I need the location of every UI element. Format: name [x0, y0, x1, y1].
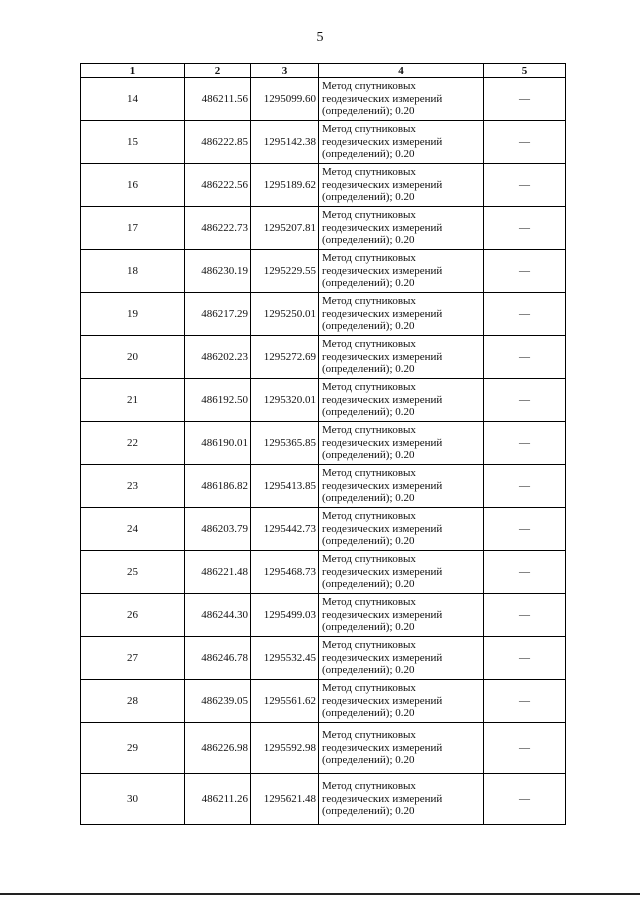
method-cell: Метод спутниковых геодезических измерений (определений); 0.20 — [319, 680, 484, 723]
point-number-cell: 20 — [81, 336, 185, 379]
x-coordinate-cell: 486192.50 — [185, 379, 251, 422]
point-number-cell: 30 — [81, 774, 185, 825]
table-row — [81, 637, 566, 680]
point-number-cell: 17 — [81, 207, 185, 250]
method-cell: Метод спутниковых геодезических измерений (определений); 0.20 — [319, 422, 484, 465]
header-col-5: 5 — [484, 64, 566, 78]
bottom-scan-rule — [0, 893, 640, 895]
column-5-cell: — — [484, 164, 566, 207]
x-coordinate-cell: 486222.56 — [185, 164, 251, 207]
table-row — [81, 508, 566, 551]
y-coordinate-cell: 1295207.81 — [251, 207, 319, 250]
method-cell: Метод спутниковых геодезических измерений (определений); 0.20 — [319, 723, 484, 774]
point-number-cell: 25 — [81, 551, 185, 594]
x-coordinate-cell: 486217.29 — [185, 293, 251, 336]
method-cell: Метод спутниковых геодезических измерений (определений); 0.20 — [319, 774, 484, 825]
column-5-cell: — — [484, 594, 566, 637]
x-coordinate-cell: 486221.48 — [185, 551, 251, 594]
column-5-cell: — — [484, 293, 566, 336]
page-number: 5 — [316, 30, 324, 45]
y-coordinate-cell: 1295320.01 — [251, 379, 319, 422]
y-coordinate-cell: 1295442.73 — [251, 508, 319, 551]
method-cell: Метод спутниковых геодезических измерений (определений); 0.20 — [319, 379, 484, 422]
x-coordinate-cell: 486246.78 — [185, 637, 251, 680]
method-cell: Метод спутниковых геодезических измерений (определений); 0.20 — [319, 637, 484, 680]
column-5-cell: — — [484, 551, 566, 594]
table-header-row — [81, 64, 566, 78]
header-col-4: 4 — [319, 64, 484, 78]
y-coordinate-cell: 1295142.38 — [251, 121, 319, 164]
method-cell: Метод спутниковых геодезических измерений (определений); 0.20 — [319, 465, 484, 508]
y-coordinate-cell: 1295532.45 — [251, 637, 319, 680]
method-cell: Метод спутниковых геодезических измерений (определений); 0.20 — [319, 508, 484, 551]
y-coordinate-cell: 1295250.01 — [251, 293, 319, 336]
table-row — [81, 594, 566, 637]
coordinates-table — [80, 63, 566, 825]
y-coordinate-cell: 1295499.03 — [251, 594, 319, 637]
point-number-cell: 18 — [81, 250, 185, 293]
point-number-cell: 23 — [81, 465, 185, 508]
y-coordinate-cell: 1295272.69 — [251, 336, 319, 379]
x-coordinate-cell: 486222.85 — [185, 121, 251, 164]
table-row — [81, 121, 566, 164]
point-number-cell: 26 — [81, 594, 185, 637]
column-5-cell: — — [484, 207, 566, 250]
column-5-cell: — — [484, 508, 566, 551]
table-row — [81, 551, 566, 594]
table-row — [81, 379, 566, 422]
table-row — [81, 774, 566, 825]
y-coordinate-cell: 1295561.62 — [251, 680, 319, 723]
x-coordinate-cell: 486226.98 — [185, 723, 251, 774]
x-coordinate-cell: 486222.73 — [185, 207, 251, 250]
point-number-cell: 19 — [81, 293, 185, 336]
point-number-cell: 14 — [81, 78, 185, 121]
y-coordinate-cell: 1295413.85 — [251, 465, 319, 508]
x-coordinate-cell: 486239.05 — [185, 680, 251, 723]
column-5-cell: — — [484, 680, 566, 723]
table-row — [81, 465, 566, 508]
point-number-cell: 29 — [81, 723, 185, 774]
x-coordinate-cell: 486244.30 — [185, 594, 251, 637]
header-col-2: 2 — [185, 64, 251, 78]
y-coordinate-cell: 1295189.62 — [251, 164, 319, 207]
point-number-cell: 27 — [81, 637, 185, 680]
x-coordinate-cell: 486211.26 — [185, 774, 251, 825]
column-5-cell: — — [484, 465, 566, 508]
y-coordinate-cell: 1295621.48 — [251, 774, 319, 825]
point-number-cell: 24 — [81, 508, 185, 551]
table-row — [81, 164, 566, 207]
table-row — [81, 207, 566, 250]
x-coordinate-cell: 486190.01 — [185, 422, 251, 465]
table-body — [81, 78, 566, 825]
x-coordinate-cell: 486203.79 — [185, 508, 251, 551]
header-col-1: 1 — [81, 64, 185, 78]
table-row — [81, 422, 566, 465]
x-coordinate-cell: 486186.82 — [185, 465, 251, 508]
table-row — [81, 250, 566, 293]
method-cell: Метод спутниковых геодезических измерений (определений); 0.20 — [319, 551, 484, 594]
column-5-cell: — — [484, 422, 566, 465]
column-5-cell: — — [484, 637, 566, 680]
column-5-cell: — — [484, 78, 566, 121]
y-coordinate-cell: 1295365.85 — [251, 422, 319, 465]
column-5-cell: — — [484, 121, 566, 164]
header-col-3: 3 — [251, 64, 319, 78]
point-number-cell: 16 — [81, 164, 185, 207]
method-cell: Метод спутниковых геодезических измерений (определений); 0.20 — [319, 78, 484, 121]
point-number-cell: 28 — [81, 680, 185, 723]
y-coordinate-cell: 1295592.98 — [251, 723, 319, 774]
point-number-cell: 22 — [81, 422, 185, 465]
x-coordinate-cell: 486211.56 — [185, 78, 251, 121]
method-cell: Метод спутниковых геодезических измерений (определений); 0.20 — [319, 207, 484, 250]
y-coordinate-cell: 1295229.55 — [251, 250, 319, 293]
method-cell: Метод спутниковых геодезических измерений (определений); 0.20 — [319, 250, 484, 293]
column-5-cell: — — [484, 336, 566, 379]
table-row — [81, 680, 566, 723]
method-cell: Метод спутниковых геодезических измерений (определений); 0.20 — [319, 293, 484, 336]
column-5-cell: — — [484, 379, 566, 422]
point-number-cell: 21 — [81, 379, 185, 422]
column-5-cell: — — [484, 250, 566, 293]
method-cell: Метод спутниковых геодезических измерений (определений); 0.20 — [319, 336, 484, 379]
y-coordinate-cell: 1295468.73 — [251, 551, 319, 594]
table-row — [81, 293, 566, 336]
method-cell: Метод спутниковых геодезических измерений (определений); 0.20 — [319, 594, 484, 637]
point-number-cell: 15 — [81, 121, 185, 164]
column-5-cell: — — [484, 723, 566, 774]
method-cell: Метод спутниковых геодезических измерений (определений); 0.20 — [319, 164, 484, 207]
table-row — [81, 336, 566, 379]
method-cell: Метод спутниковых геодезических измерений (определений); 0.20 — [319, 121, 484, 164]
y-coordinate-cell: 1295099.60 — [251, 78, 319, 121]
table-row — [81, 78, 566, 121]
x-coordinate-cell: 486230.19 — [185, 250, 251, 293]
table-row — [81, 723, 566, 774]
column-5-cell: — — [484, 774, 566, 825]
x-coordinate-cell: 486202.23 — [185, 336, 251, 379]
